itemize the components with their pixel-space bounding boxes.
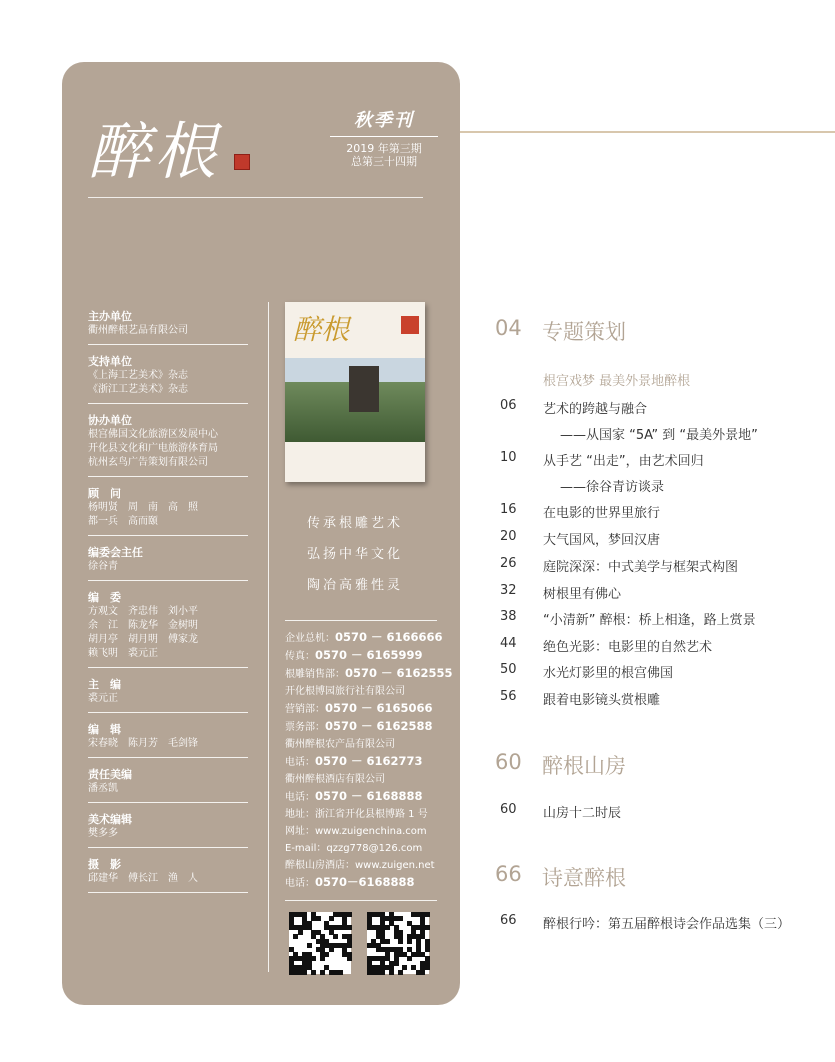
contact-label: 根雕销售部： <box>285 669 345 680</box>
column-divider <box>268 302 269 972</box>
credit-name: 开化县文化和广电旅游体育局 <box>88 443 218 454</box>
cover-thumbnail[interactable] <box>285 302 425 482</box>
credit-block <box>88 678 248 713</box>
credit-label: 责任美编 <box>88 768 132 781</box>
section-title[interactable]: 醉根山房 <box>542 754 626 778</box>
credit-block <box>88 487 248 536</box>
contacts-divider <box>285 620 437 621</box>
decorative-rule <box>460 131 835 133</box>
credit-label: 编委会主任 <box>88 546 143 559</box>
contact-label: 电话： <box>285 757 315 768</box>
credit-block <box>88 355 248 404</box>
toc-item[interactable]: 树根里有佛心 <box>543 587 622 602</box>
credit-block <box>88 813 248 848</box>
cover-badge <box>401 316 419 334</box>
credit-name: 宋春晓 陈月芳 毛剑锋 <box>88 738 198 749</box>
contact-label: 企业总机： <box>285 633 335 644</box>
toc-item-subtitle: ——徐谷青访谈录 <box>560 480 665 495</box>
contact-value: 0570 － 6168888 <box>315 789 423 803</box>
section-title[interactable]: 诗意醉根 <box>542 866 626 890</box>
issue-title: 秋季刊 <box>354 110 414 131</box>
toc-item[interactable]: “小清新” 醉根：桥上相逢，路上赏景 <box>543 613 756 628</box>
toc-page: 32 <box>500 583 517 598</box>
contact-row <box>285 771 455 788</box>
toc-item[interactable]: 水光灯影里的根宫佛国 <box>543 666 674 681</box>
qr-code-icon[interactable] <box>289 912 351 974</box>
toc-page: 20 <box>500 529 517 544</box>
magazine-logo: 醉根 <box>88 115 221 188</box>
contact-label: E-mail：qzzg778@126.com <box>285 843 423 854</box>
credit-name: 《上海工艺美术》杂志 <box>88 370 188 381</box>
credit-name: 赖飞明 裘元正 <box>88 648 158 659</box>
slogan-line: 弘扬中华文化 <box>306 547 403 562</box>
credit-name: 余 江 陈龙华 金树明 <box>88 620 198 631</box>
contact-label: 票务部： <box>285 722 325 733</box>
contact-label: 衢州醉根酒店有限公司 <box>285 774 385 785</box>
qr-divider <box>285 900 437 901</box>
section-number: 04 <box>495 316 522 340</box>
section-title[interactable]: 专题策划 <box>542 320 626 344</box>
contact-row <box>285 647 455 665</box>
credit-name: 邱建华 傅长江 渔 人 <box>88 873 198 884</box>
pagoda-icon <box>349 366 379 412</box>
credit-name: 根宫佛国文化旅游区发展中心 <box>88 429 218 440</box>
credit-name: 胡月亭 胡月明 傅家龙 <box>88 634 198 645</box>
credit-label: 支持单位 <box>88 355 132 368</box>
section-number: 66 <box>495 862 522 886</box>
contact-label: 电话： <box>285 792 315 803</box>
credit-block <box>88 414 248 477</box>
credit-label: 主 编 <box>88 678 121 691</box>
contact-row <box>285 823 455 840</box>
cover-footer <box>285 442 425 482</box>
slogan-line: 陶冶高雅性灵 <box>306 578 403 593</box>
toc-page: 56 <box>500 689 517 704</box>
credit-block <box>88 768 248 803</box>
toc-page: 10 <box>500 450 517 465</box>
contact-row <box>285 718 455 736</box>
section-number: 60 <box>495 750 522 774</box>
masthead-divider <box>88 197 423 198</box>
contact-label: 开化根博园旅行社有限公司 <box>285 686 405 697</box>
credit-name: 杨明贤 周 南 高 照 <box>88 502 198 513</box>
slogan <box>285 508 425 601</box>
toc-page: 66 <box>500 913 517 928</box>
contact-label: 地址：浙江省开化县根博路 1 号 <box>285 809 428 820</box>
toc-page: 16 <box>500 502 517 517</box>
credit-name: 樊多多 <box>88 828 118 839</box>
credit-label: 顾 问 <box>88 487 121 500</box>
contact-label: 营销部： <box>285 704 325 715</box>
contacts-list <box>285 629 455 892</box>
toc-page: 44 <box>500 636 517 651</box>
issue-year: 2019 年第三期 <box>346 142 422 155</box>
toc-page: 60 <box>500 802 517 817</box>
issue-total: 总第三十四期 <box>351 155 417 168</box>
credit-name: 方观文 齐忠伟 刘小平 <box>88 606 198 617</box>
toc-page: 06 <box>500 398 517 413</box>
credit-block <box>88 723 248 758</box>
credit-label: 摄 影 <box>88 858 121 871</box>
toc-item[interactable]: 大气国风，梦回汉唐 <box>543 533 661 548</box>
toc-item[interactable]: 醉根行吟：第五届醉根诗会作品选集（三） <box>543 917 791 932</box>
toc-item[interactable]: 在电影的世界里旅行 <box>543 506 661 521</box>
contact-row <box>285 753 455 771</box>
contact-label: 电话： <box>285 878 315 889</box>
contact-row <box>285 629 455 647</box>
contact-label: 醉根山房酒店：www.zuigen.net <box>285 860 435 871</box>
contact-row <box>285 874 455 892</box>
toc-page: 26 <box>500 556 517 571</box>
contact-value: 0570 － 6166666 <box>335 630 443 644</box>
toc-item[interactable]: 从手艺 “出走”，由艺术回归 <box>543 454 704 469</box>
toc-item[interactable]: 跟着电影镜头赏根雕 <box>543 693 661 708</box>
toc-item[interactable]: 艺术的跨越与融合 <box>543 402 648 417</box>
credit-name: 杭州玄鸟广告策划有限公司 <box>88 457 208 468</box>
seal-icon <box>234 154 250 170</box>
contact-row <box>285 683 455 700</box>
contact-row <box>285 788 455 806</box>
toc-page: 38 <box>500 609 517 624</box>
toc-item[interactable]: 绝色光影：电影里的自然艺术 <box>543 640 713 655</box>
credit-name: 徐谷青 <box>88 561 118 572</box>
toc-item[interactable]: 山房十二时辰 <box>543 806 622 821</box>
toc-item[interactable]: 庭院深深：中式美学与框架式构图 <box>543 560 739 575</box>
contact-value: 0570 － 6162555 <box>345 666 453 680</box>
section-subtitle: 根宫戏梦 最美外景地醉根 <box>543 374 691 389</box>
contact-value: 0570 － 6165999 <box>315 648 423 662</box>
contact-value: 0570 － 6162588 <box>325 719 433 733</box>
contact-row <box>285 806 455 823</box>
credit-label: 协办单位 <box>88 414 132 427</box>
contact-label: 网址：www.zuigenchina.com <box>285 826 427 837</box>
contact-row <box>285 840 455 857</box>
credit-label: 编 辑 <box>88 723 121 736</box>
credit-label: 编 委 <box>88 591 121 604</box>
credit-label: 主办单位 <box>88 310 132 323</box>
credit-block <box>88 546 248 581</box>
issue-divider <box>330 136 438 137</box>
credit-block <box>88 310 248 345</box>
contact-row <box>285 736 455 753</box>
issue-info <box>330 106 438 168</box>
credit-name: 潘丞凯 <box>88 783 118 794</box>
contact-row <box>285 700 455 718</box>
contact-label: 衢州醉根农产品有限公司 <box>285 739 395 750</box>
slogan-line: 传承根雕艺术 <box>306 516 403 531</box>
credit-name: 《浙江工艺美术》杂志 <box>88 384 188 395</box>
contact-value: 0570 － 6165066 <box>325 701 433 715</box>
credit-block <box>88 858 248 893</box>
credit-name: 都一兵 高而颐 <box>88 516 158 527</box>
contact-row <box>285 857 455 874</box>
contact-value: 0570 － 6162773 <box>315 754 423 768</box>
contact-value: 0570－6168888 <box>315 875 415 889</box>
toc-page: 50 <box>500 662 517 677</box>
credit-name: 裘元正 <box>88 693 118 704</box>
qr-code-icon[interactable] <box>367 912 429 974</box>
credit-name: 衢州醉根艺品有限公司 <box>88 325 188 336</box>
contact-label: 传真： <box>285 651 315 662</box>
contact-row <box>285 665 455 683</box>
cover-logo: 醉根 <box>293 313 350 346</box>
toc-item-subtitle: ——从国家 “5A” 到 “最美外景地” <box>560 428 758 443</box>
credits-list <box>88 310 248 903</box>
credit-block <box>88 591 248 668</box>
credit-label: 美术编辑 <box>88 813 132 826</box>
